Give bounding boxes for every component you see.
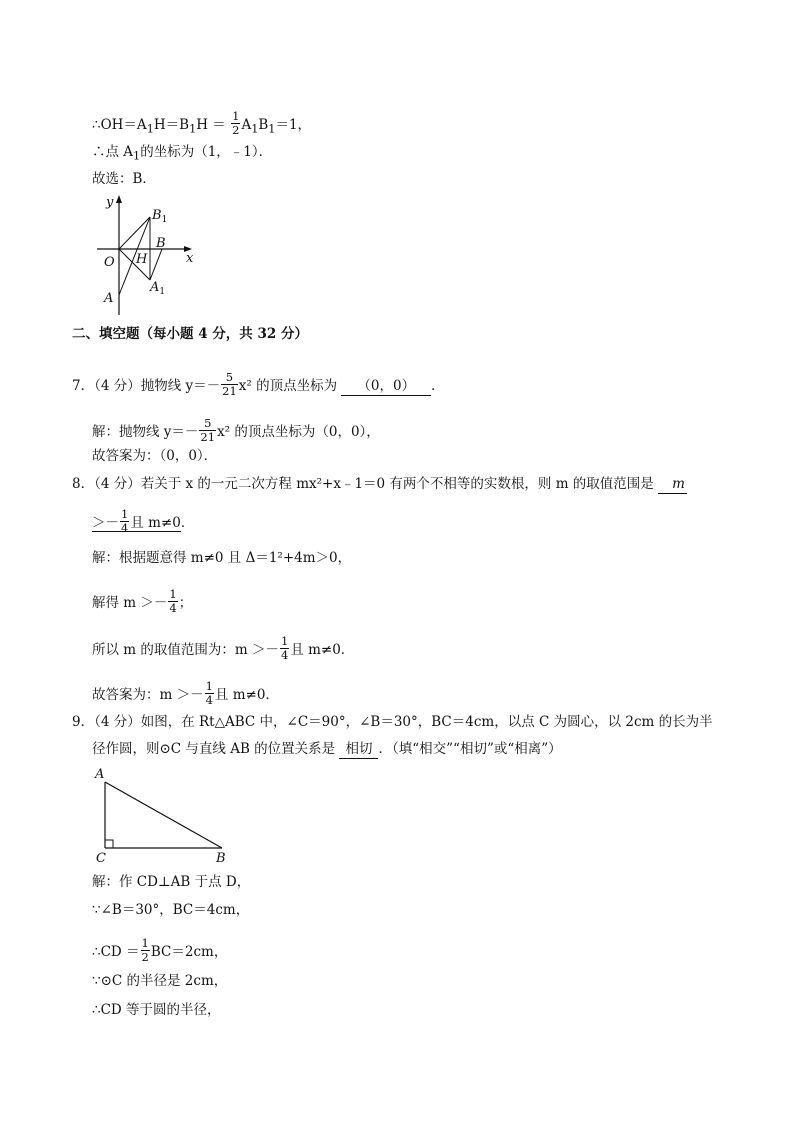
q8-final-answer: 故答案为：m ＞－ $\frac{1}{4}$ 且 m≠0． bbox=[92, 679, 279, 707]
question-9-line2: 径作圆，则⊙C 与直线 AB 的位置关系是 相切 ．（填“相交”“相切”或“相离”） bbox=[92, 741, 562, 757]
origin-label: O bbox=[104, 255, 115, 270]
solution-line-a1: ∴点 $A_1$的坐标为（1，﹣1）． bbox=[92, 144, 273, 163]
q9-solution-4: ∵⊙C 的半径是 2cm， bbox=[92, 973, 228, 989]
answer-7: （0，0） bbox=[341, 377, 431, 396]
q8-solution-3: 所以 m 的取值范围为：m ＞－ $\frac{1}{4}$ 且 m≠0． bbox=[92, 634, 355, 662]
q9-solution-3: ∴CD ＝ $\frac{1}{2}$ BC＝2cm， bbox=[92, 936, 228, 964]
question-8-line1: 8．（4 分）若关于 x 的一元二次方程 mx²+x﹣1＝0 有两个不相等的实数根，则 m 的取值范围是 m bbox=[72, 476, 685, 492]
point-b1-label: $B_1$ bbox=[152, 208, 168, 225]
coordinate-figure bbox=[92, 190, 212, 320]
point-a1-label: $A_1$ bbox=[150, 280, 166, 297]
answer-9: 相切 bbox=[339, 740, 378, 759]
x-axis-label: x bbox=[186, 251, 194, 266]
question-8-line2: ＞－ $\frac{1}{4}$ 且 m≠0． bbox=[92, 507, 195, 535]
point-a-label: A bbox=[104, 291, 114, 306]
question-9-line1: 9．（4 分）如图，在 Rt△ABC 中，∠C＝90°，∠B＝30°，BC＝4cm，以点 C 为圆心，以 2cm 的长为半 bbox=[72, 714, 713, 730]
triangle-figure bbox=[92, 764, 242, 866]
solution-choice: 故选：B． bbox=[92, 171, 156, 187]
question-7: 7．（4 分）抛物线 y＝－ $\frac{5}{21}$ x² 的顶点坐标为 （0，0） ． bbox=[72, 370, 445, 398]
vertex-a-label: A bbox=[95, 767, 105, 782]
point-h-label: H bbox=[136, 252, 148, 267]
q8-solution-1: 解：根据题意得 m≠0 且 Δ＝1²+4m＞0， bbox=[92, 550, 352, 566]
q9-solution-1: 解：作 CD⊥AB 于点 D， bbox=[92, 874, 251, 890]
q7-final-answer: 故答案为：（0，0）． bbox=[92, 448, 218, 464]
q7-solution: 解：抛物线 y＝－ $\frac{5}{21}$ x² 的顶点坐标为（0，0）， bbox=[92, 416, 380, 444]
q9-solution-2: ∵∠B＝30°，BC＝4cm， bbox=[92, 902, 250, 918]
point-b-label: B bbox=[156, 236, 166, 251]
vertex-b-label: B bbox=[216, 851, 226, 866]
y-axis-label: y bbox=[106, 195, 114, 210]
vertex-c-label: C bbox=[96, 851, 106, 866]
answer-8: ＞－ $\frac{1}{4}$ 且 m≠0 bbox=[92, 507, 181, 535]
q8-solution-2: 解得 m ＞－ $\frac{1}{4}$ ； bbox=[92, 587, 193, 615]
q9-solution-5: ∴CD 等于圆的半径， bbox=[92, 1002, 221, 1018]
fraction: $\frac{1}{2}$ bbox=[232, 109, 240, 137]
solution-line-oh: $\therefore OH=A_1H=B_1H$ ＝ $\frac{1}{2}$ $A_1B_1=1$， bbox=[92, 109, 312, 137]
section-heading-fill-blank: 二、填空题（每小题 4 分，共 32 分） bbox=[72, 326, 308, 342]
